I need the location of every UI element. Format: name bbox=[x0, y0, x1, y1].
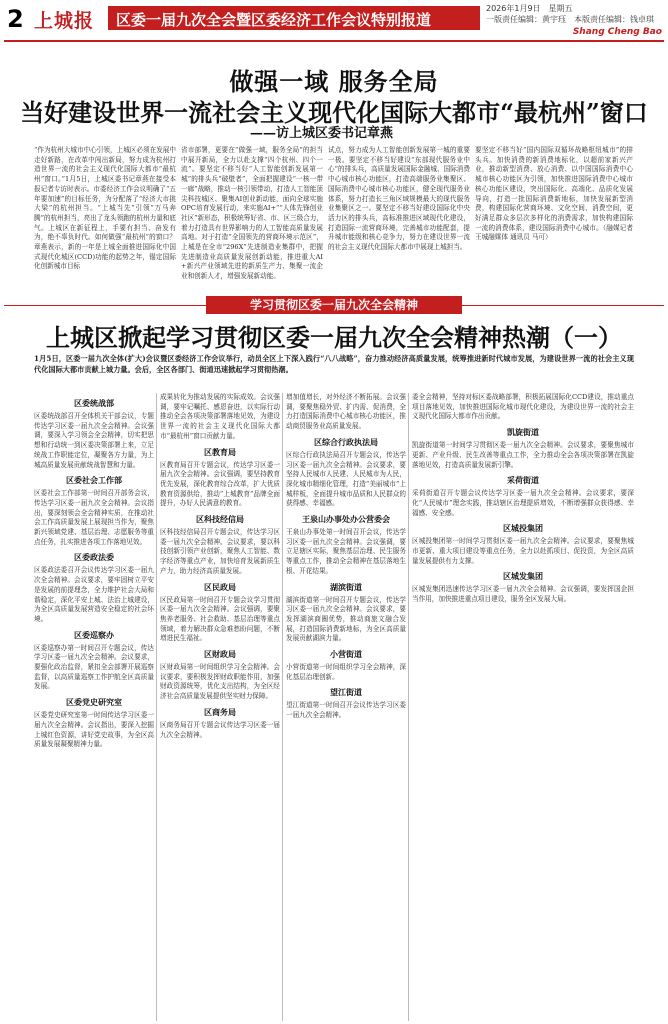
subsection-body: 区城发集团迅速传达学习区委一届九次全会精神。会议强调，要发挥国企担当作用，加快推进重点项目建设，服务全区发展大局。 bbox=[412, 585, 634, 604]
article1-subtitle: ——访上城区委书记章燕 bbox=[250, 126, 394, 141]
subsection-heading: 区城投集团 bbox=[503, 523, 543, 534]
subsection-heading: 区科技经信局 bbox=[196, 514, 244, 525]
article1-column-1: “作为杭州大城市中心引领，上城区必须在发展中走好新路，在改革中闯出新局，努力成为杭州打造世界一流的社会主义现代化国际大都市“最杭州”窗口。”1月5日，上城区委书记章燕在接受本报记者专访时表示。市委经济工作会议明确了“五年要加速”的目标任务，为分配落了“经济大市挑大梁”的杭州担当。“上城当先”引领“万马奔腾”的杭州担当，亮出了龙头领跑的杭州力量和底气。上城区在新征程上，手要有担当、奋发有为，绝不辜负时代。如何做强“最杭州”的窗口？章燕表示，新的一年是上城全面推进国际化中国式现代化城区(CCD)功能的起势之年，锚定国际化创新城市目标 bbox=[34, 146, 176, 271]
article1-column-2: 省市部署，更要在“做强一域，服务全局”的担当中展开新局，全力以赴支撑“四个杭州、四个一流”。要坚定不移当好“人工智能创新发展第一城”的排头兵“破壁者”，全面把握建设“一核一带一廊”战略，推动一核引领带动，打造人工智能顶尖科技城区、聚集AI创业新动能，面向全球实施OPC培育发展行动，来实施AI+”“人体先锋创业社区”新形态，积极统筹好省、市、区三级合力，着力打造具有世界影响力的人工智能高质量发展高地。对于打造“全国领先的营商环境示范区”，上城是在全市“296X”先进制造业集群中，把握先进制造业高质量发展创新动能，推进重大AI+新兴产业领域先进的新质生产力、集聚一流企业和创新人才，增强发展新动能。 bbox=[181, 146, 323, 281]
subsection-heading: 区财政局 bbox=[204, 649, 236, 660]
subsection-body: 增加值增长，对外经济不断拓展。会议强调，要聚焦稳外贸、扩内需、促消费，全力打造国际消费中心城市核心功能区，推动商贸服务业高质量发展。 bbox=[286, 393, 406, 431]
subsection-heading: 区综合行政执法局 bbox=[314, 436, 378, 447]
date-line: 2026年1月9日 星期五 bbox=[486, 4, 573, 13]
subsection-heading: 凯旋街道 bbox=[507, 427, 539, 438]
subsection-body: 区商务局召开专题会议传达学习区委一届九次全会精神。 bbox=[160, 720, 280, 739]
subsection-heading: 区委巡察办 bbox=[74, 629, 114, 640]
subsection-heading: 区城发集团 bbox=[503, 571, 543, 582]
subsection-heading: 区商务局 bbox=[204, 706, 236, 717]
subsection-body: 小营街道第一时间组织学习全会精神，深化基层治理创新。 bbox=[286, 663, 406, 681]
subsection-body: 成果转化为推动发展的实际成效。会议强调，要牢记嘱托、感恩奋进，以实际行动推动全会各项决策部署落地见效，为建设世界一流的社会主义现代化国际大都市“最杭州”窗口贡献力量。 bbox=[160, 393, 280, 440]
subsection-body: 区教育局召开专题会议，传达学习区委一届九次全会精神。会议强调，要坚持教育优先发展，深化教育综合改革，扩大优质教育资源供给，推动“上城教育”品牌全面提升，办好人民满意的教育。 bbox=[160, 460, 280, 508]
subsection-body: 凯旋街道第一时间学习贯彻区委一届九次全会精神。会议要求，要聚焦城市更新、产业升级、民生改善等重点工作，全力推动全会各项决策部署在凯旋落地见效，打造高质量发展新引擎。 bbox=[412, 441, 634, 469]
subsection-heading: 小营街道 bbox=[330, 649, 362, 660]
subsection-heading: 湖滨街道 bbox=[330, 581, 362, 592]
subsection-body: 区委党史研究室第一时间传达学习区委一届九次全会精神。会议指出，要深入挖掘上城红色资源，讲好党史故事，为全区高质量发展凝聚精神力量。 bbox=[34, 711, 154, 749]
header-rule bbox=[4, 40, 664, 42]
subsection-heading: 区委统战部 bbox=[74, 398, 114, 408]
article2-column-2 bbox=[160, 393, 280, 1023]
page-header bbox=[0, 0, 668, 40]
subsection-body: 湖滨街道第一时间召开专题会议，传达学习区委一届九次全会精神。会议要求，要发挥湖滨商圈优势，推动商旅文融合发展，打造国际消费新地标，为全区高质量发展贡献湖滨力量。 bbox=[286, 595, 406, 643]
subsection-body: 区城投集团第一时间学习贯彻区委一届九次全会精神。会议要求，要聚焦城市更新、重大项目建设等重点任务，全力以赴抓项目、促投资，为全区高质量发展提供有力支撑。 bbox=[412, 537, 634, 565]
article1-headline-line2: 当好建设世界一流社会主义现代化国际大都市“最杭州”窗口 bbox=[20, 98, 648, 127]
article1-column-4: 要坚定不移当好“国内国际双循环战略枢纽城市”的排头兵。加快消费的新消费地标化，以超前家新兴产业，推动新型消费、放心消费、以中国国际消费中心城市核心功能区为引领，加快推进国际消费中心城市核心功能区建设，突出国际化、高端化、品质化发展导向，打造一批国际消费新地标，加快发展新型消费，构建国际化营商环境、文化空间、消费空间，更好满足群众多层次多样化的消费需求，加快构建国际一流的消费体系，建设国际消费中心城市。（融媒记者 王城融媒体 通讯员 马可） bbox=[475, 146, 633, 242]
page-number: 2 bbox=[7, 5, 24, 33]
subsection-heading: 望江街道 bbox=[330, 687, 362, 698]
subsection-heading: 王泉山办事处办公营委会 bbox=[302, 514, 390, 525]
subsection-body: 区委统战部召开全体机关干部会议，专题传达学习区委一届九次全会精神。会议强调，要深入学习领会全会精神，切实把思想和行动统一到区委决策部署上来，立足统战工作职能定位，凝聚各方力量，为上城高质量发展贡献统战智慧和力量。 bbox=[34, 412, 154, 469]
article1-column-3: 试点，努力成为人工智能创新发展第一城的重要一极。要坚定不移当好建设“东部现代服务业中心”的排头兵，高质量发展国际金融城、国际消费中心城市核心功能区，打造高端服务业集聚区、国际消费中心城市核心功能区，健全现代服务业体系，努力打造长三角区域规模最大的现代服务业集聚区之一。要坚定不移当好建设国际化中央活力区的排头兵，高标准推进区域现代化建设，打造国际一流营商环境，完善城市功能配套，提升城市能级和核心竞争力，努力在建设世界一流的社会主义现代化国际大都市中展现上城担当。 bbox=[328, 146, 470, 252]
subsection-body: 委全会精神，坚持对标区委战略部署，积极拓展国际化CCD建设，推动重点项目落地见效，加快推进国际化城市现代化建设，为建设世界一流的社会主义现代化国际大都市作出贡献。 bbox=[412, 393, 634, 421]
article2-lead: 1月5日，区委一届九次全体(扩大)会议暨区委经济工作会议举行，动员全区上下深入践行“八八战略”，奋力推动经济高质量发展，统筹推进新时代城市发展，为建设世界一流的社会主义现代化国际大都市贡献上城力量。会后，全区各部门、街道迅速掀起学习贯彻热潮。 bbox=[34, 354, 634, 374]
subsection-heading: 区委党史研究室 bbox=[66, 697, 122, 708]
column-separator bbox=[408, 393, 409, 1021]
subsection-body: 采荷街道召开专题会议传达学习区委一届九次全会精神。会议要求，要深化“人民城市”理念实践，推动辖区治理提质增效，不断增强群众获得感、幸福感、安全感。 bbox=[412, 489, 634, 517]
subsection-heading: 区教育局 bbox=[204, 446, 236, 457]
subsection-heading: 区委社会工作部 bbox=[66, 475, 122, 486]
article2-headline: 上城区掀起学习贯彻区委一届九次全会精神热潮（一） bbox=[46, 323, 622, 352]
subsection-body: 区委社会工作部第一时间召开部务会议，传达学习区委一届九次全会精神。会议指出，要深刻领会全会精神实质，在推动社会工作高质量发展上展现担当作为，聚焦新兴领域党建、基层治理、志愿服务等重点任务，扎实推进各项工作落地见效。 bbox=[34, 489, 154, 546]
subsection-body: 区委政法委召开会议传达学习区委一届九次全会精神。会议要求，要牢固树立平安是发展的前提理念，全力维护社会大局和谐稳定，深化平安上城、法治上城建设，为全区高质量发展营造安全稳定的社会环境。 bbox=[34, 566, 154, 623]
header-info bbox=[486, 3, 662, 37]
subsection-body: 区科技经信局召开专题会议，传达学习区委一届九次全会精神。会议要求，要以科技创新引领产业创新，聚焦人工智能、数字经济等重点产业，加快培育发展新质生产力，助力经济高质量发展。 bbox=[160, 528, 280, 575]
subsection-body: 望江街道第一时间召开会议传达学习区委一届九次全会精神。 bbox=[286, 701, 406, 720]
article1-headline-line1: 做强一域 服务全局 bbox=[229, 67, 439, 96]
subsection-heading: 区民政局 bbox=[204, 581, 236, 592]
subsection-body: 区财政局第一时间组织学习全会精神。会议要求，要积极发挥财政职能作用，加强财政资源统筹，优化支出结构，为全区经济社会高质量发展提供坚实财力保障。 bbox=[160, 663, 280, 701]
brand-pinyin: Shang Cheng Bao bbox=[572, 27, 662, 37]
subsection-body: 区综合行政执法局召开专题会议，传达学习区委一届九次全会精神。会议要求，要坚持人民城市人民建、人民城市为人民，深化城市精细化管理，打造“美丽城市”上城样板，全面提升城市品质和人民群众的获得感、幸福感。 bbox=[286, 450, 406, 508]
article2-column-1 bbox=[34, 393, 154, 1023]
article2-column-3 bbox=[286, 393, 406, 1023]
subsection-body: 王泉山办事处第一时间召开会议，传达学习区委一届九次全会精神。会议强调，要立足辖区实际，聚焦基层治理、民生服务等重点工作，推动全会精神在基层落地生根、开花结果。 bbox=[286, 528, 406, 575]
column-separator bbox=[282, 393, 283, 1021]
subsection-heading: 采荷街道 bbox=[507, 475, 539, 486]
newspaper-brand: 上城报 bbox=[34, 10, 95, 32]
section-title: 区委一届九次全会暨区委经济工作会议特别报道 bbox=[116, 11, 432, 29]
subsection-body: 区委巡察办第一时间召开专题会议，传达学习区委一届九次全会精神。会议要求，要强化政治监督，紧扣全会部署开展巡察监督，以高质量巡察工作护航全区高质量发展。 bbox=[34, 643, 154, 691]
column-separator bbox=[156, 393, 157, 1021]
subsection-heading: 区委政法委 bbox=[74, 552, 114, 563]
editors-line: 一版责任编辑：黄宇珏 本版责任编辑：钱卓琪 bbox=[486, 15, 654, 24]
article2-column-4 bbox=[412, 393, 634, 1023]
article2-banner: 学习贯彻区委一届九次全会精神 bbox=[206, 296, 462, 314]
subsection-body: 区民政局第一时间召开专题会议学习贯彻区委一届九次全会精神。会议强调，要聚焦养老服务、社会救助、基层治理等重点领域，着力解决群众急难愁盼问题，不断增进民生福祉。 bbox=[160, 595, 280, 643]
